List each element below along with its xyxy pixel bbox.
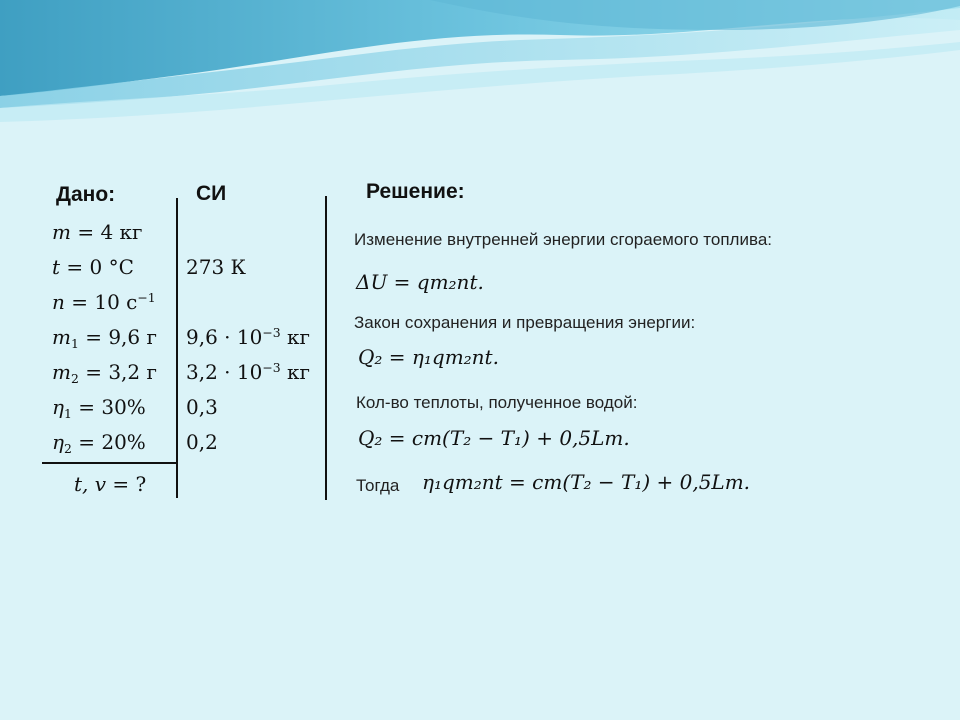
given-si-separator	[176, 198, 178, 498]
si-solution-separator	[325, 196, 327, 500]
equation-q2-water: Q₂ = cm(T₂ − T₁) + 0,5Lm.	[358, 426, 630, 450]
equation-delta-u: ΔU = qm₂nt.	[356, 270, 484, 294]
solution-heading: Решение:	[366, 180, 465, 203]
equation-final-balance: η₁qm₂nt = cm(T₂ − T₁) + 0,5Lm.	[422, 470, 751, 494]
solution-text-water-heat: Кол-во теплоты, полученное водой:	[356, 393, 638, 412]
given-m2: $m_2 = 3,2$ г	[52, 360, 157, 387]
given-find-divider	[42, 462, 176, 464]
solution-text-then: Тогда	[356, 476, 400, 495]
given-eta1: $\eta_1 = 30\%$	[52, 395, 146, 422]
given-m1: $m_1 = 9,6$ г	[52, 325, 157, 352]
given-eta2: $\eta_2 = 20\%$	[52, 430, 146, 457]
given-m: m = 4 кг	[52, 220, 143, 244]
si-t: 273 К	[186, 255, 247, 279]
solution-text-internal-energy: Изменение внутренней энергии сгораемого топлива:	[354, 230, 772, 249]
si-m2: $3,2 \cdot 10^{-3}$ кг	[186, 360, 310, 384]
given-heading: Дано:	[56, 183, 116, 206]
decorative-wave-header	[0, 0, 960, 140]
si-m1: $9,6 \cdot 10^{-3}$ кг	[186, 325, 310, 349]
si-heading: СИ	[196, 182, 227, 205]
find-unknowns: t, v = ?	[74, 472, 147, 496]
si-eta1: 0,3	[186, 395, 218, 419]
equation-q2-heat: Q₂ = η₁qm₂nt.	[358, 345, 499, 369]
si-eta2: 0,2	[186, 430, 218, 454]
given-t: t = 0 °С	[52, 255, 134, 279]
solution-text-conservation: Закон сохранения и превращения энергии:	[354, 313, 696, 332]
given-n: n = 10 $с^{-1}$	[52, 290, 156, 314]
